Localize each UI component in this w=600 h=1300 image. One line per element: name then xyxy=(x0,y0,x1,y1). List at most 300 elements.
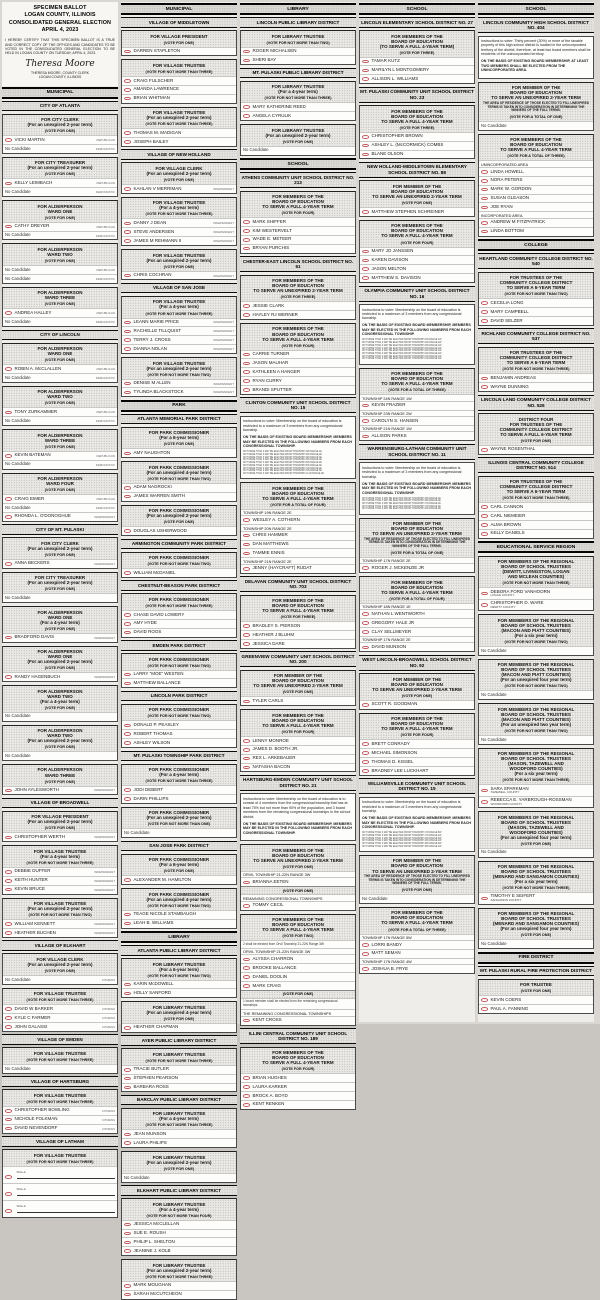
vote-oval[interactable] xyxy=(124,1241,131,1245)
office-title: BOARD OF SCHOOL TRUSTEES xyxy=(501,711,571,717)
vote-oval[interactable] xyxy=(362,259,369,263)
vote-oval[interactable] xyxy=(5,1025,12,1029)
vote-oval[interactable] xyxy=(243,966,250,970)
office-title: (For an unexpired two year term) xyxy=(500,721,571,727)
vote-oval[interactable] xyxy=(124,724,131,728)
fineprint-line: NOT MORE THAN 3 MAY BE ELECTED FROM TOWNSHIP 17N RANGE 1E xyxy=(362,503,441,506)
vote-for-instruction: (VOTE FOR NOT MORE THAN TWO) xyxy=(147,903,211,908)
candidate-name-wrap xyxy=(5,462,31,466)
vote-oval[interactable] xyxy=(362,69,369,73)
vote-oval[interactable] xyxy=(5,888,12,892)
candidate-name: MATTHEW S. DAVISON xyxy=(371,274,421,280)
candidate-name: THOMAS D. KISSEL xyxy=(371,758,414,764)
candidate-name: KAREN DAVISON xyxy=(371,256,409,262)
no-candidate-row xyxy=(3,317,117,326)
vote-oval[interactable] xyxy=(124,992,131,996)
vote-oval[interactable] xyxy=(124,1284,131,1288)
candidate-row xyxy=(241,972,355,981)
vote-oval[interactable] xyxy=(124,529,131,533)
vote-oval[interactable] xyxy=(243,552,250,556)
district-header: WEST LINCOLN-BROADWELL SCHOOL DISTRICT NO. 92 xyxy=(359,655,475,671)
office-title: TO SERVE A FULL 4-YEAR TERM xyxy=(381,381,453,387)
candidate-name-wrap xyxy=(253,352,290,357)
vote-oval[interactable] xyxy=(124,682,131,686)
candidate-name: WADE E. METEER xyxy=(252,236,292,242)
candidate-name-wrap xyxy=(134,788,164,793)
candidate-row xyxy=(241,877,355,886)
vote-oval[interactable] xyxy=(124,140,131,144)
candidate-name: MARK CRAIG xyxy=(252,982,282,988)
vote-oval[interactable] xyxy=(243,114,250,118)
office-title: FOR ALDERPERSON xyxy=(37,346,83,352)
vote-oval[interactable] xyxy=(124,1068,131,1072)
vote-oval[interactable] xyxy=(243,1076,250,1080)
vote-oval[interactable] xyxy=(481,385,488,389)
candidate-name: BLANE OLSON xyxy=(371,151,404,157)
vote-oval[interactable] xyxy=(362,566,369,570)
vote-oval[interactable] xyxy=(124,495,131,499)
candidate-name: HOLLY SANFORD xyxy=(133,990,172,996)
vote-oval[interactable] xyxy=(124,1077,131,1081)
instruction-text: ON THE BASIS OF EXISTING BOARD MEMBERSHIP, MEMBERS MAY BE ELECTED IN THE FOLLOWING NUMBERS FROM EACH CONGRESSIONAL TOWNSHIP. xyxy=(243,435,353,449)
vote-oval[interactable] xyxy=(5,789,12,793)
vote-oval[interactable] xyxy=(243,1103,250,1107)
vote-oval[interactable] xyxy=(5,311,12,315)
office-header xyxy=(360,856,474,894)
vote-oval[interactable] xyxy=(5,931,12,935)
vote-oval[interactable] xyxy=(124,97,131,101)
vote-oval[interactable] xyxy=(243,247,250,251)
vote-oval[interactable] xyxy=(243,1085,250,1089)
vote-oval[interactable] xyxy=(5,870,12,874)
section-header: SCHOOL xyxy=(359,3,475,15)
vote-oval[interactable] xyxy=(481,179,488,183)
vote-oval[interactable] xyxy=(124,79,131,83)
office-title: FOR MEMBERS OF THE REGIONAL xyxy=(497,864,575,870)
vote-oval[interactable] xyxy=(243,642,250,646)
contest xyxy=(2,646,118,682)
candidate-name-wrap xyxy=(253,1018,282,1023)
candidate-row xyxy=(479,511,593,520)
vote-oval[interactable] xyxy=(362,612,369,616)
vote-oval[interactable] xyxy=(124,1249,131,1253)
vote-oval[interactable] xyxy=(362,742,369,746)
vote-oval[interactable] xyxy=(481,221,488,225)
fineprint-line: NOT MORE THAN 3 MAY BE ELECTED FROM TOWNSHIP 24N RANGE 2W xyxy=(362,342,442,345)
candidate-name: ANGELA CYRULIK xyxy=(252,112,292,118)
vote-oval[interactable] xyxy=(243,353,250,357)
vote-oval[interactable] xyxy=(124,338,131,342)
vote-oval[interactable] xyxy=(481,1007,488,1011)
candidate-name: STEVE ANDERSEN xyxy=(133,228,175,234)
vote-oval[interactable] xyxy=(5,836,12,840)
vote-oval[interactable] xyxy=(362,703,369,707)
vote-oval[interactable] xyxy=(124,1026,131,1030)
vote-oval[interactable] xyxy=(124,88,131,92)
vote-oval[interactable] xyxy=(362,769,369,773)
vote-for-instruction: (VOTE FOR NOT MORE THAN FOUR) xyxy=(146,1213,212,1218)
candidate-row xyxy=(122,619,236,628)
candidate-name-wrap xyxy=(134,338,171,343)
vote-oval[interactable] xyxy=(5,367,12,371)
vote-oval[interactable] xyxy=(243,567,250,571)
vote-oval[interactable] xyxy=(124,878,131,882)
vote-oval[interactable] xyxy=(5,879,12,883)
district-header: LINCOLN ELEMENTARY SCHOOL DISTRICT NO. 27 xyxy=(359,17,475,28)
office-title: FOR MEMBERS OF THE xyxy=(391,223,443,229)
vote-oval[interactable] xyxy=(243,543,250,547)
vote-for-instruction: (VOTE FOR ONE) xyxy=(44,968,76,973)
vote-oval[interactable] xyxy=(243,220,250,224)
instruction-text: ON THE BASIS OF EXISTING BOARD MEMBERSHIP, MEMBERS MAY BE ELECTED IN THE FOLLOWING NUMBERS FROM EACH CONGRESSIONAL TOWNSHIP. xyxy=(243,821,353,835)
candidate-name: WAYNE DUNNING xyxy=(490,383,529,389)
vote-oval[interactable] xyxy=(481,800,488,804)
instruction-text: Instructions to voter: Membership on the board of education is to consist of 4 members from the congressional township that has at least 75% but not more than 90% of the population, and 3 board members from the remaining congressional townships in the school district. xyxy=(243,796,351,819)
vote-oval[interactable] xyxy=(243,518,250,522)
office-title: TO SERVE A FULL 4-YEAR TERM xyxy=(500,147,572,153)
vote-oval[interactable] xyxy=(362,404,369,408)
office-title: (MACON AND PIATT COUNTIES) xyxy=(501,627,571,633)
office-title: FOR MEMBERS OF THE REGIONAL xyxy=(497,911,575,917)
vote-oval[interactable] xyxy=(5,497,12,501)
write-in-area[interactable] xyxy=(17,1187,116,1196)
vote-oval[interactable] xyxy=(5,1127,12,1131)
vote-oval[interactable] xyxy=(124,187,131,191)
vote-oval[interactable] xyxy=(481,603,488,607)
office-header xyxy=(3,115,117,136)
office-header xyxy=(122,1260,236,1281)
candidate-row xyxy=(122,94,236,103)
vote-oval[interactable] xyxy=(481,197,488,201)
vote-for-instruction: (VOTE FOR NOT MORE THAN THREE) xyxy=(502,581,570,586)
vote-oval[interactable] xyxy=(481,505,488,509)
vote-oval[interactable] xyxy=(5,922,12,926)
write-in-area[interactable] xyxy=(17,1204,116,1213)
office-title: WARD ONE xyxy=(47,208,73,214)
vote-oval[interactable] xyxy=(362,952,369,956)
vote-oval[interactable] xyxy=(481,514,488,518)
vote-oval[interactable] xyxy=(5,1016,12,1020)
vote-oval[interactable] xyxy=(124,131,131,135)
vote-oval[interactable] xyxy=(481,188,488,192)
vote-oval[interactable] xyxy=(243,739,250,743)
candidate-name: DAVID NEVENDORF xyxy=(14,1125,58,1131)
vote-oval[interactable] xyxy=(124,788,131,792)
fineprint-line: NOT MORE THAN 3 MAY BE ELECTED FROM TOWNSHIP 17N RANGE 4W xyxy=(362,834,442,837)
vote-oval[interactable] xyxy=(481,377,488,381)
vote-oval[interactable] xyxy=(243,748,250,752)
vote-oval[interactable] xyxy=(243,975,250,979)
instruction-text: ON THE BASIS OF EXISTING BOARD MEMBERSHIP, MEMBERS MAY BE ELECTED IN THE FOLLOWING NUMBERS FROM EACH CONGRESSIONAL TOWNSHIP. xyxy=(362,481,472,495)
vote-oval[interactable] xyxy=(362,77,369,81)
vote-oval[interactable] xyxy=(362,250,369,254)
office-header xyxy=(3,765,117,786)
office-title: BOARD OF EDUCATION xyxy=(391,915,443,921)
vote-oval[interactable] xyxy=(124,922,131,926)
vote-oval[interactable] xyxy=(243,624,250,628)
vote-oval[interactable] xyxy=(5,454,12,458)
vote-oval[interactable] xyxy=(243,904,250,908)
vote-oval[interactable] xyxy=(243,370,250,374)
no-candidate-row xyxy=(3,274,117,283)
office-title: FOR MEMBER OF THE xyxy=(273,673,323,679)
vote-oval[interactable] xyxy=(481,301,488,305)
contest xyxy=(478,748,594,808)
office-header xyxy=(122,855,236,876)
office-title: FOR ALDERPERSON xyxy=(37,203,83,209)
candidate-name-wrap xyxy=(134,381,171,386)
vote-oval[interactable] xyxy=(362,943,369,947)
office-header xyxy=(3,1048,117,1064)
write-in-line[interactable] xyxy=(17,1191,116,1196)
contest xyxy=(121,1001,237,1032)
vote-oval[interactable] xyxy=(362,751,369,755)
vote-oval[interactable] xyxy=(481,592,488,596)
office-title: (For an unexpired 2-year term) xyxy=(146,115,212,121)
office-title: FOR ALDERPERSON xyxy=(37,609,83,615)
office-header xyxy=(241,915,355,941)
candidate-name-wrap xyxy=(134,140,169,145)
write-in-line[interactable] xyxy=(17,1208,116,1213)
vote-oval[interactable] xyxy=(243,50,250,54)
vote-oval[interactable] xyxy=(362,276,369,280)
office-header xyxy=(241,483,355,509)
vote-oval[interactable] xyxy=(124,913,131,917)
office-title: BOARD OF EDUCATION xyxy=(391,681,443,687)
vote-oval[interactable] xyxy=(362,435,369,439)
contest xyxy=(478,703,594,745)
vote-oval[interactable] xyxy=(243,984,250,988)
vote-oval[interactable] xyxy=(124,1086,131,1090)
vote-oval[interactable] xyxy=(124,631,131,635)
candidate-row xyxy=(241,350,355,359)
vote-oval[interactable] xyxy=(243,633,250,637)
no-candidate-row xyxy=(3,144,117,153)
vote-oval[interactable] xyxy=(5,636,12,640)
vote-oval[interactable] xyxy=(5,1109,12,1113)
vote-oval[interactable] xyxy=(5,1192,12,1196)
vote-oval[interactable] xyxy=(243,388,250,392)
vote-oval[interactable] xyxy=(243,59,250,63)
vote-oval[interactable] xyxy=(124,673,131,677)
office-header xyxy=(241,125,355,146)
write-in-line[interactable] xyxy=(17,1174,116,1179)
vote-oval[interactable] xyxy=(362,267,369,271)
candidate-row xyxy=(3,178,117,187)
vote-oval[interactable] xyxy=(243,1019,250,1023)
vote-oval[interactable] xyxy=(362,60,369,64)
contest xyxy=(2,764,118,795)
vote-oval[interactable] xyxy=(124,1232,131,1236)
vote-oval[interactable] xyxy=(243,229,250,233)
no-candidate-row xyxy=(3,460,117,469)
vote-oval[interactable] xyxy=(481,206,488,210)
vote-oval[interactable] xyxy=(124,622,131,626)
office-title: (For an unexpired 2-year term) xyxy=(146,1267,212,1273)
candidate-row xyxy=(3,494,117,503)
candidate-name-wrap xyxy=(253,58,277,63)
vote-oval[interactable] xyxy=(362,135,369,139)
vote-oval[interactable] xyxy=(124,239,131,243)
vote-for-instruction: (VOTE FOR FOUR) xyxy=(281,211,315,216)
vote-for-instruction: (VOTE FOR ONE) xyxy=(401,888,433,893)
vote-oval[interactable] xyxy=(243,534,250,538)
vote-oval[interactable] xyxy=(124,1133,131,1137)
vote-oval[interactable] xyxy=(124,321,131,325)
fineprint-line: NOT MORE THAN 3 MAY BE ELECTED FROM TOWNSHIP 18N RANGE 5W xyxy=(362,843,442,846)
vote-oval[interactable] xyxy=(362,144,369,148)
vote-for-instruction: (VOTE FOR NOT MORE THAN THREE) xyxy=(145,1123,213,1128)
vote-oval[interactable] xyxy=(5,1007,12,1011)
candidate-name-wrap xyxy=(253,624,301,629)
vote-for-instruction: (VOTE FOR ONE) xyxy=(44,488,76,493)
vote-for-instruction: (VOTE FOR ONE) xyxy=(163,442,195,447)
ballot-column-4 xyxy=(359,2,475,1022)
vote-oval[interactable] xyxy=(362,621,369,625)
vote-oval[interactable] xyxy=(481,170,488,174)
vote-oval[interactable] xyxy=(5,182,12,186)
vote-oval[interactable] xyxy=(481,310,488,314)
office-title: TO SERVE AN UNEXPIRED 2-YEAR TERM xyxy=(372,868,462,874)
vote-oval[interactable] xyxy=(124,571,131,575)
vote-oval[interactable] xyxy=(243,766,250,770)
vote-oval[interactable] xyxy=(124,391,131,395)
vote-oval[interactable] xyxy=(5,675,12,679)
vote-oval[interactable] xyxy=(124,741,131,745)
vote-oval[interactable] xyxy=(5,1209,12,1213)
candidate-name: KEVIN FRAZIER xyxy=(371,402,406,408)
vote-oval[interactable] xyxy=(5,411,12,415)
vote-oval[interactable] xyxy=(243,304,250,308)
vote-oval[interactable] xyxy=(362,760,369,764)
instruction-text: ON THE BASIS OF EXISTING BOARD MEMBERSHIP, AT LEAST TWO MEMBERS SHALL BE ELECTED FROM THE UNINCORPORATED AREA. xyxy=(481,59,589,73)
write-in-area[interactable] xyxy=(17,1170,116,1179)
vote-oval[interactable] xyxy=(481,998,488,1002)
vote-for-instruction: (VOTE FOR A TOTAL OF ONE) xyxy=(390,550,444,555)
vote-oval[interactable] xyxy=(124,222,131,226)
township-label: REMAINING CONGRESSIONAL TOWNSHIPS xyxy=(241,894,355,901)
vote-oval[interactable] xyxy=(481,448,488,452)
contest xyxy=(121,1048,237,1092)
candidate-row xyxy=(122,1074,236,1083)
office-title: FOR VILLAGE TRUSTEE xyxy=(152,360,206,366)
vote-oval[interactable] xyxy=(243,881,250,885)
vote-oval[interactable] xyxy=(124,983,131,987)
vote-for-instruction: (VOTE FOR ONE) xyxy=(520,841,552,846)
district-header: VILLAGE OF HARTSBURG xyxy=(2,1076,118,1087)
vote-oval[interactable] xyxy=(124,797,131,801)
office-header xyxy=(122,1109,236,1130)
vote-oval[interactable] xyxy=(243,958,250,962)
vote-oval[interactable] xyxy=(481,230,488,234)
vote-oval[interactable] xyxy=(5,515,12,519)
vote-oval[interactable] xyxy=(243,238,250,242)
vote-oval[interactable] xyxy=(124,382,131,386)
vote-oval[interactable] xyxy=(481,897,488,901)
vote-oval[interactable] xyxy=(243,1094,250,1098)
township-label: TOWNSHIP 17N RANGE 5W xyxy=(360,934,474,941)
vote-oval[interactable] xyxy=(481,319,488,323)
office-header xyxy=(479,812,593,848)
vote-oval[interactable] xyxy=(124,613,131,617)
contest xyxy=(2,572,118,603)
candidate-name-wrap xyxy=(134,921,174,926)
vote-oval[interactable] xyxy=(124,1141,131,1145)
district-header: VILLAGE OF MIDDLETOWN xyxy=(121,17,237,28)
vote-oval[interactable] xyxy=(124,347,131,351)
vote-oval[interactable] xyxy=(124,50,131,54)
vote-oval[interactable] xyxy=(124,486,131,490)
vote-oval[interactable] xyxy=(124,330,131,334)
vote-oval[interactable] xyxy=(124,274,131,278)
candidate-name: WILLIAM McDANIEL xyxy=(133,569,176,575)
candidate-row xyxy=(241,548,355,557)
vote-oval[interactable] xyxy=(243,313,250,317)
candidate-name-wrap xyxy=(15,1025,48,1030)
vote-oval[interactable] xyxy=(243,757,250,761)
candidate-name: JOHN AYLESWORTH xyxy=(14,787,59,793)
vote-oval[interactable] xyxy=(481,532,488,536)
vote-for-instruction: (VOTE FOR NOT MORE THAN THREE) xyxy=(145,1058,213,1063)
office-title: FOR LIBRARY TRUSTEE xyxy=(152,1262,206,1268)
vote-oval[interactable] xyxy=(362,210,369,214)
office-title: BOARD OF EDUCATION xyxy=(272,199,324,205)
vote-oval[interactable] xyxy=(5,225,12,229)
vote-oval[interactable] xyxy=(124,452,131,456)
office-title: FOR MEMBERS OF THE REGIONAL xyxy=(497,751,575,757)
vote-oval[interactable] xyxy=(5,1118,12,1122)
candidate-row xyxy=(241,1100,355,1109)
candidate-name: KENT RENKEN xyxy=(252,1101,285,1107)
candidate-name: BRIAN WHITMAN xyxy=(133,95,170,101)
vote-oval[interactable] xyxy=(243,379,250,383)
vote-oval[interactable] xyxy=(5,1175,12,1179)
contest xyxy=(359,518,475,573)
candidate-row xyxy=(360,150,474,159)
vote-oval[interactable] xyxy=(481,523,488,527)
vote-oval[interactable] xyxy=(362,967,369,971)
vote-oval[interactable] xyxy=(243,105,250,109)
vote-for-instruction: (VOTE FOR NOT MORE THAN THREE) xyxy=(264,96,332,101)
office-title: FOR MEMBERS OF THE xyxy=(272,485,324,491)
candidate-row xyxy=(122,980,236,989)
candidate-row xyxy=(241,301,355,310)
vote-oval[interactable] xyxy=(124,732,131,736)
vote-oval[interactable] xyxy=(124,230,131,234)
office-title: FOR ALDERPERSON xyxy=(37,290,83,296)
office-header xyxy=(241,845,355,871)
vote-oval[interactable] xyxy=(362,153,369,157)
vote-oval[interactable] xyxy=(124,1293,131,1297)
candidate-name-wrap xyxy=(253,220,287,225)
voter-instructions xyxy=(240,416,356,479)
vote-oval[interactable] xyxy=(5,562,12,566)
vote-oval[interactable] xyxy=(362,419,369,423)
vote-oval[interactable] xyxy=(362,630,369,634)
candidate-name-wrap xyxy=(134,230,175,235)
candidate-row xyxy=(3,633,117,642)
vote-oval[interactable] xyxy=(243,700,250,704)
vote-oval[interactable] xyxy=(481,789,488,793)
vote-oval[interactable] xyxy=(243,362,250,366)
candidate-name-wrap xyxy=(491,205,513,210)
candidate-name-wrap xyxy=(372,612,425,617)
vote-oval[interactable] xyxy=(5,138,12,142)
candidate-name: LINDA HOWELL xyxy=(490,168,524,174)
district-header: MT. PULASKI PUBLIC LIBRARY DISTRICT xyxy=(240,68,356,79)
vote-oval[interactable] xyxy=(362,646,369,650)
vote-oval[interactable] xyxy=(124,1223,131,1227)
